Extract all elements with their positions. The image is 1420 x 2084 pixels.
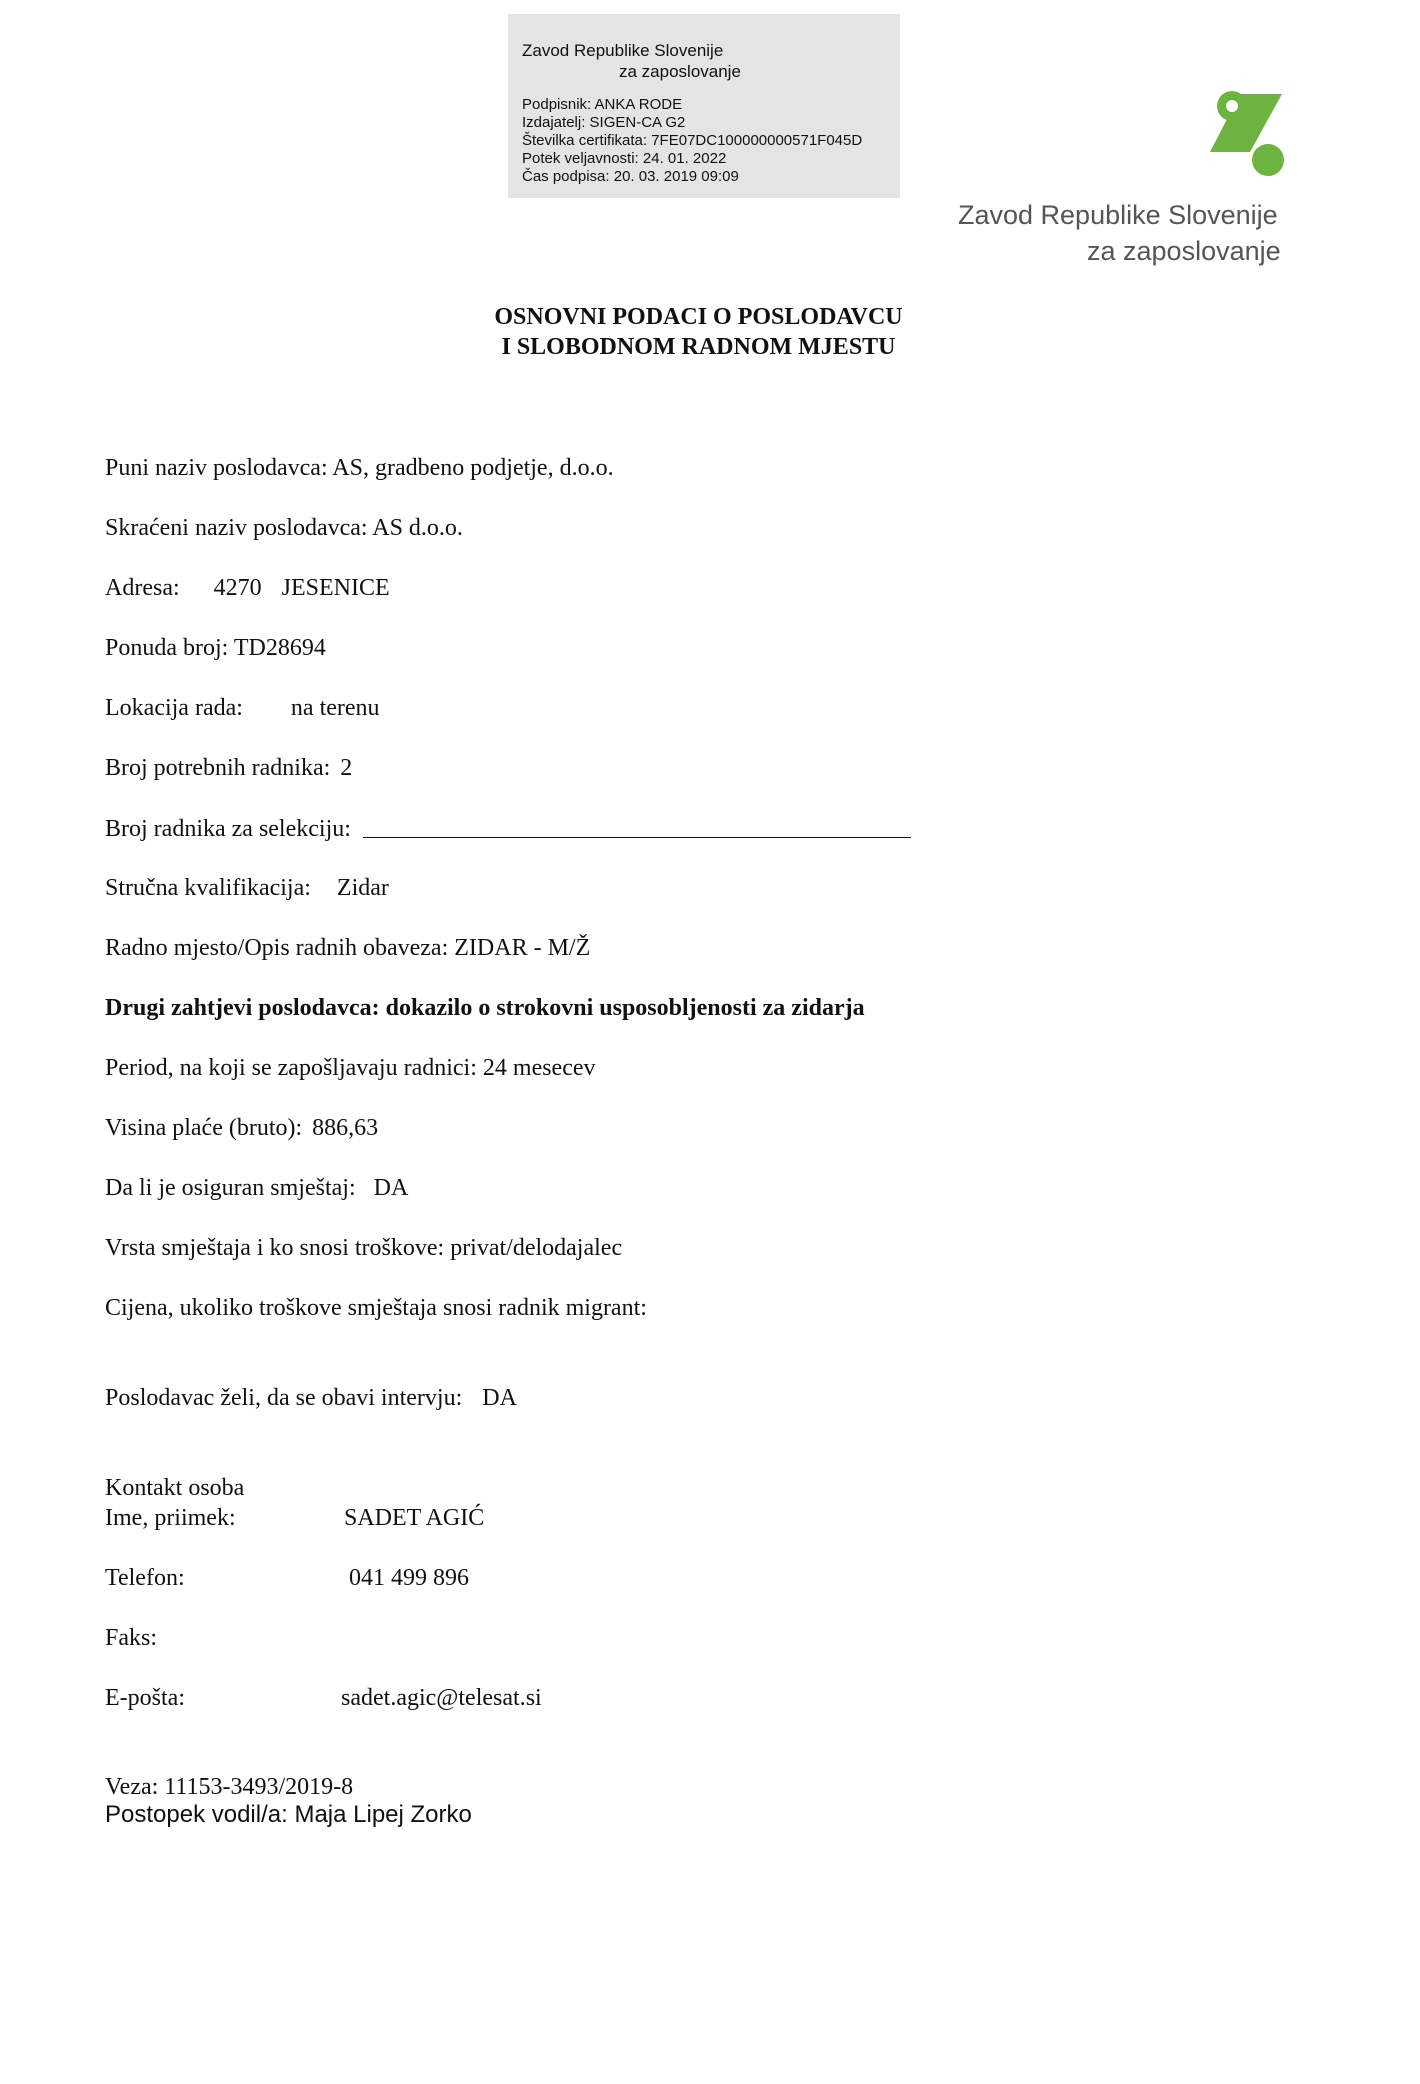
field-visina-place	[105, 1113, 378, 1143]
signature-details	[522, 96, 900, 186]
contact-heading: Kontakt osoba	[105, 1475, 245, 1501]
adresa-city: JESENICE	[281, 575, 390, 601]
broj-potrebnih-label: Broj potrebnih radnika:	[105, 755, 331, 781]
field-puni-naziv: Puni naziv poslodavca: AS, gradbeno podjetje, d.o.o.	[105, 455, 614, 481]
field-cijena: Cijena, ukoliko troškove smještaja snosi radnik migrant:	[105, 1295, 647, 1321]
strucna-value: Zidar	[336, 875, 389, 901]
field-period: Period, na koji se zapošljavaju radnici: 24 mesecev	[105, 1055, 596, 1081]
field-ponuda: Ponuda broj: TD28694	[105, 635, 326, 661]
field-smjestaj	[105, 1173, 408, 1203]
field-strucna	[105, 873, 389, 903]
field-broj-potrebnih	[105, 753, 352, 783]
field-adresa	[105, 573, 390, 603]
intervju-label: Poslodavac želi, da se obavi intervju:	[105, 1385, 463, 1411]
field-lokacija	[105, 693, 380, 723]
field-intervju	[105, 1383, 517, 1413]
zrss-logo-icon	[1210, 88, 1286, 178]
broj-selekcija-label: Broj radnika za selekciju:	[105, 816, 351, 842]
adresa-postal-code: 4270	[213, 575, 262, 601]
lokacija-label: Lokacija rada:	[105, 695, 243, 721]
logo-text-line1: Zavod Republike Slovenije	[958, 200, 1278, 230]
visina-label: Visina plaće (bruto):	[105, 1115, 303, 1141]
electronic-signature-box	[508, 14, 900, 198]
adresa-label: Adresa:	[105, 575, 180, 601]
field-broj-selekcija	[105, 813, 911, 844]
logo-text-line2: za zaposlovanje	[1087, 236, 1281, 266]
signature-cert-number: Številka certifikata: 7FE07DC100000000571F045D	[522, 132, 863, 149]
smjestaj-value: DA	[373, 1175, 409, 1201]
signature-validity: Potek veljavnosti: 24. 01. 2022	[522, 150, 727, 167]
document-title-line1: OSNOVNI PODACI O POSLODAVCU	[494, 304, 903, 330]
intervju-value: DA	[482, 1385, 517, 1411]
visina-value: 886,63	[312, 1115, 379, 1141]
field-radno-mjesto: Radno mjesto/Opis radnih obaveza: ZIDAR - M/Ž	[105, 935, 591, 961]
signature-org-line2: za zaposlovanje	[619, 62, 741, 81]
contact-email-value: sadet.agic@telesat.si	[341, 1685, 542, 1711]
lokacija-value: na terenu	[290, 695, 380, 721]
contact-fax-label: Faks:	[105, 1625, 158, 1651]
contact-phone-label: Telefon:	[105, 1565, 185, 1591]
signature-issuer: Izdajatelj: SIGEN-CA G2	[522, 114, 686, 131]
field-vrsta-smjestaja: Vrsta smještaja i ko snosi troškove: privat/delodajalec	[105, 1235, 623, 1261]
contact-name-value: SADET AGIĆ	[344, 1505, 485, 1531]
signature-org-line1: Zavod Republike Slovenije	[522, 41, 724, 60]
broj-potrebnih-value: 2	[340, 755, 353, 781]
broj-selekcija-blank-line	[363, 813, 911, 838]
reference-veza: Veza: 11153-3493/2019-8	[105, 1774, 354, 1800]
signature-time: Čas podpisa: 20. 03. 2019 09:09	[522, 168, 739, 185]
smjestaj-label: Da li je osiguran smještaj:	[105, 1175, 356, 1201]
postopek-vodil: Postopek vodil/a: Maja Lipej Zorko	[105, 1801, 472, 1828]
field-skraceni-naziv: Skraćeni naziv poslodavca: AS d.o.o.	[105, 515, 463, 541]
contact-email-label: E-pošta:	[105, 1685, 185, 1711]
contact-phone-value: 041 499 896	[349, 1565, 469, 1591]
signature-signer: Podpisnik: ANKA RODE	[522, 96, 683, 113]
contact-name-label: Ime, priimek:	[105, 1505, 236, 1531]
strucna-label: Stručna kvalifikacija:	[105, 875, 311, 901]
field-drugi-zahtjevi: Drugi zahtjevi poslodavca: dokazilo o strokovni usposobljenosti za zidarja	[105, 995, 865, 1021]
document-title-line2: I SLOBODNOM RADNOM MJESTU	[501, 334, 896, 360]
